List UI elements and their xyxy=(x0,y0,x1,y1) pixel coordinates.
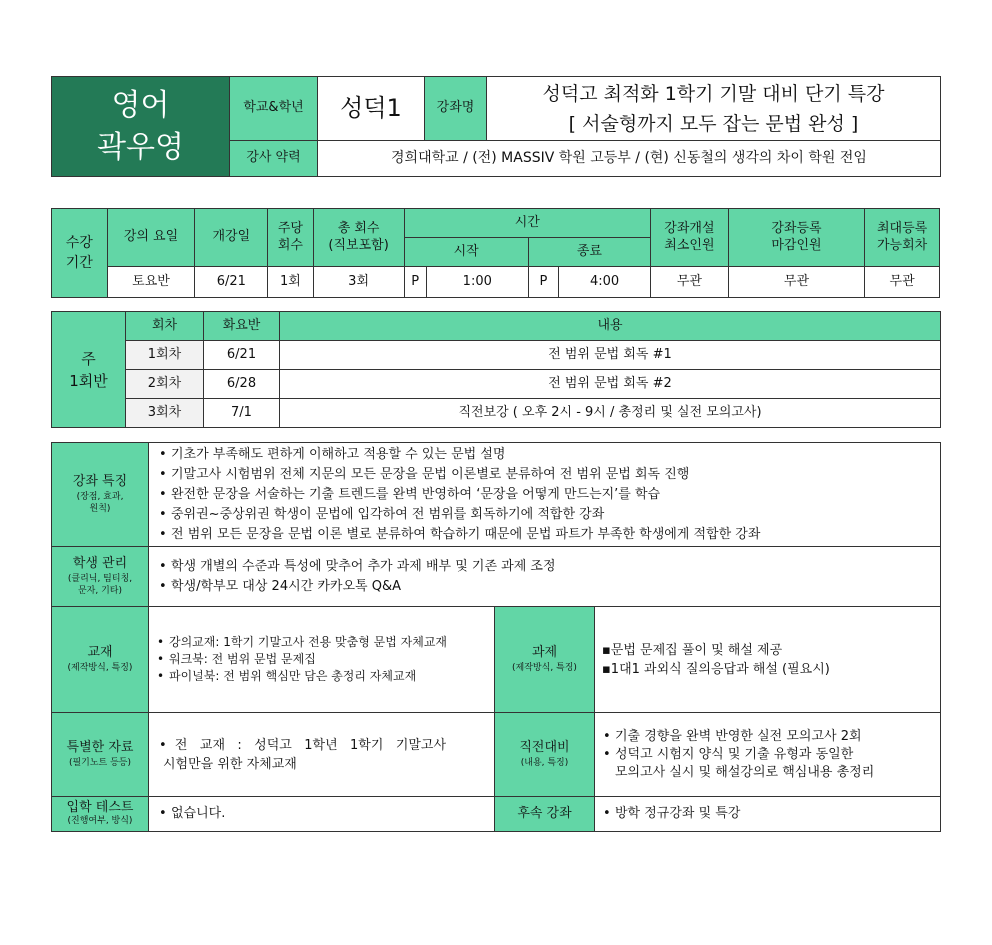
sessions-table xyxy=(51,311,941,428)
max-header-line-2: 가능회차 xyxy=(876,237,928,253)
weekly-header-line-2: 회수 xyxy=(277,237,303,253)
list-item: • 강의교재: 1학기 기말고사 전용 맞춤형 문법 자체교재 xyxy=(157,634,494,651)
final-prep-item-1: 기출 경향을 완벽 반영한 실전 모의고사 2회 xyxy=(615,728,862,744)
end-ampm: P xyxy=(528,267,558,298)
course-name-label: 강좌명 xyxy=(425,77,487,141)
textbook-label-title: 교재 xyxy=(87,644,113,660)
start-ampm: P xyxy=(404,267,426,298)
min-people-header xyxy=(651,209,729,267)
homework-label xyxy=(495,607,595,713)
school-grade-value: 성덕1 xyxy=(318,77,425,141)
management-label-sub-2: 문자, 기타) xyxy=(77,585,122,596)
min-header-line-1: 강좌개설 xyxy=(664,220,715,236)
list-item: • 전 범위 모든 문장을 문법 이론 별로 분류하여 학습하기 때문에 문법 파트가 부족한 학생에게 적합한 강좌 xyxy=(159,525,940,545)
features-label xyxy=(52,443,149,547)
homework-label-title: 과제 xyxy=(531,644,558,660)
followup-content xyxy=(595,797,941,832)
followup-label: 후속 강좌 xyxy=(495,797,595,832)
special-material-label xyxy=(52,713,149,797)
weekly-header xyxy=(268,209,313,267)
management-content xyxy=(149,547,941,607)
list-item: • 완전한 문장을 서술하는 기출 트렌드를 완벽 반영하여 ‘문장을 어떻게 만드는지’를 학습 xyxy=(159,485,940,505)
session-number: 1회차 xyxy=(126,341,204,370)
start-date-header: 개강일 xyxy=(195,209,268,267)
sessions-label-line-2: 1회반 xyxy=(69,371,108,390)
session-content: 직전보강 ( 오후 2시 - 9시 / 총정리 및 실전 모의고사) xyxy=(280,399,941,428)
course-title-line-2: [ 서술형까지 모두 잡는 문법 완성 ] xyxy=(568,112,859,135)
entrance-test-content xyxy=(149,797,495,832)
entrance-label-sub: (진행여부, 방식) xyxy=(67,816,133,827)
final-prep-label xyxy=(495,713,595,797)
teacher-name: 곽우영 xyxy=(97,129,184,165)
list-item xyxy=(603,746,940,782)
management-label-sub-1: (클리닉, 팀티칭, xyxy=(67,573,133,584)
table-row xyxy=(52,370,941,399)
details-table xyxy=(51,442,941,832)
session-number: 3회차 xyxy=(126,399,204,428)
sessions-label xyxy=(52,312,126,428)
homework-content xyxy=(595,607,941,713)
session-date: 6/21 xyxy=(204,341,280,370)
special-label-title: 특별한 자료 xyxy=(66,739,134,755)
special-label-sub: (필기노트 등등) xyxy=(68,757,132,768)
final-prep-item-2a: 성덕고 시험지 양식 및 기출 유형과 동일한 xyxy=(615,746,854,762)
final-prep-item-2b: 모의고사 실시 및 해설강의로 핵심내용 총정리 xyxy=(615,764,875,780)
total-value: 3회 xyxy=(313,267,404,298)
course-title-line-1: 성덕고 최적화 1학기 기말 대비 단기 특강 xyxy=(542,82,885,105)
textbook-label xyxy=(52,607,149,713)
class-header: 화요반 xyxy=(204,312,280,341)
list-item: • 파이널북: 전 범위 핵심만 담은 총정리 자체교재 xyxy=(157,668,494,685)
reg-header-line-1: 강좌등록 xyxy=(771,220,822,236)
special-text-line-2: 시험만을 위한 자체교재 xyxy=(163,756,297,772)
list-item: ▪문법 문제집 풀이 및 해설 제공 xyxy=(602,642,783,658)
session-date: 7/1 xyxy=(204,399,280,428)
session-content: 전 범위 문법 회독 #1 xyxy=(280,341,941,370)
textbook-content xyxy=(149,607,495,713)
list-item xyxy=(603,728,940,746)
reg-people-value: 무관 xyxy=(728,267,864,298)
time-header: 시간 xyxy=(404,209,650,238)
max-sessions-header xyxy=(865,209,940,267)
special-material-content xyxy=(149,713,495,797)
features-label-sub-2: 원칙) xyxy=(89,503,111,514)
textbook-label-sub: (제작방식, 특징) xyxy=(67,662,133,673)
max-sessions-value: 무관 xyxy=(865,267,940,298)
features-label-title: 강좌 특징 xyxy=(72,473,128,489)
min-people-value: 무관 xyxy=(651,267,729,298)
session-header: 회차 xyxy=(126,312,204,341)
weekly-header-line-1: 주당 xyxy=(277,220,303,236)
end-time: 4:00 xyxy=(559,267,651,298)
list-item: • 기초가 부족해도 편하게 이해하고 적용할 수 있는 문법 설명 xyxy=(159,445,940,465)
school-grade-label: 학교&학년 xyxy=(230,77,318,141)
list-item: • 워크북: 전 범위 문법 문제집 xyxy=(157,651,494,668)
features-content xyxy=(149,443,941,547)
start-header: 시작 xyxy=(404,238,528,267)
total-header xyxy=(313,209,404,267)
course-title xyxy=(487,77,941,141)
day-value: 토요반 xyxy=(107,267,195,298)
entrance-label-title: 입학 테스트 xyxy=(66,800,134,816)
session-number: 2회차 xyxy=(126,370,204,399)
bio-label: 강사 약력 xyxy=(230,141,318,177)
homework-label-sub: (제작방식, 특징) xyxy=(512,662,577,673)
day-header: 강의 요일 xyxy=(107,209,195,267)
period-label: 수강 기간 xyxy=(52,209,108,298)
list-item: ▪1대1 과외식 질의응답과 해설 (필요시) xyxy=(602,661,830,677)
list-item: • 학생 개별의 수준과 특성에 맞추어 추가 과제 배부 및 기존 과제 조정 xyxy=(159,557,940,577)
table-row xyxy=(52,341,941,370)
subject-name: 영어 xyxy=(111,87,170,123)
reg-header-line-2: 마감인원 xyxy=(771,237,822,253)
entrance-test-label xyxy=(52,797,149,832)
bio-value: 경희대학교 / (전) MASSIV 학원 고등부 / (현) 신동철의 생각의 차이 학원 전임 xyxy=(318,141,941,177)
features-label-sub-1: (장점, 효과, xyxy=(76,491,124,502)
list-item: • 방학 정규강좌 및 특강 xyxy=(603,804,940,824)
table-row xyxy=(52,399,941,428)
session-content: 전 범위 문법 회독 #2 xyxy=(280,370,941,399)
sessions-label-line-1: 주 xyxy=(81,349,96,368)
subject-teacher-cell xyxy=(52,77,230,177)
content-header: 내용 xyxy=(280,312,941,341)
end-header: 종료 xyxy=(528,238,650,267)
management-label-title: 학생 관리 xyxy=(72,555,128,571)
schedule-table xyxy=(51,208,940,298)
final-prep-label-title: 직전대비 xyxy=(519,739,570,755)
list-item: • 기말고사 시험범위 전체 지문의 모든 문장을 문법 이론별로 분류하여 전 범위 문법 회독 진행 xyxy=(159,465,940,485)
min-header-line-2: 최소인원 xyxy=(664,237,715,253)
total-header-line-1: 총 회수 xyxy=(337,220,380,236)
final-prep-content xyxy=(595,713,941,797)
final-prep-label-sub: (내용, 특징) xyxy=(520,757,569,768)
total-header-line-2: (직보포함) xyxy=(328,237,389,253)
special-text-line-1: • 전 교재 : 성덕고 1학년 1학기 기말고사 xyxy=(159,737,447,753)
header-table xyxy=(51,76,941,177)
start-date-value: 6/21 xyxy=(195,267,268,298)
list-item: • 없습니다. xyxy=(159,804,494,824)
list-item: • 중위권~중상위권 학생이 문법에 입각하여 전 범위를 회독하기에 적합한 강좌 xyxy=(159,505,940,525)
session-date: 6/28 xyxy=(204,370,280,399)
management-label xyxy=(52,547,149,607)
list-item: • 학생/학부모 대상 24시간 카카오톡 Q&A xyxy=(159,577,940,597)
max-header-line-1: 최대등록 xyxy=(876,220,928,236)
start-time: 1:00 xyxy=(426,267,528,298)
reg-people-header xyxy=(728,209,864,267)
weekly-value: 1회 xyxy=(268,267,313,298)
